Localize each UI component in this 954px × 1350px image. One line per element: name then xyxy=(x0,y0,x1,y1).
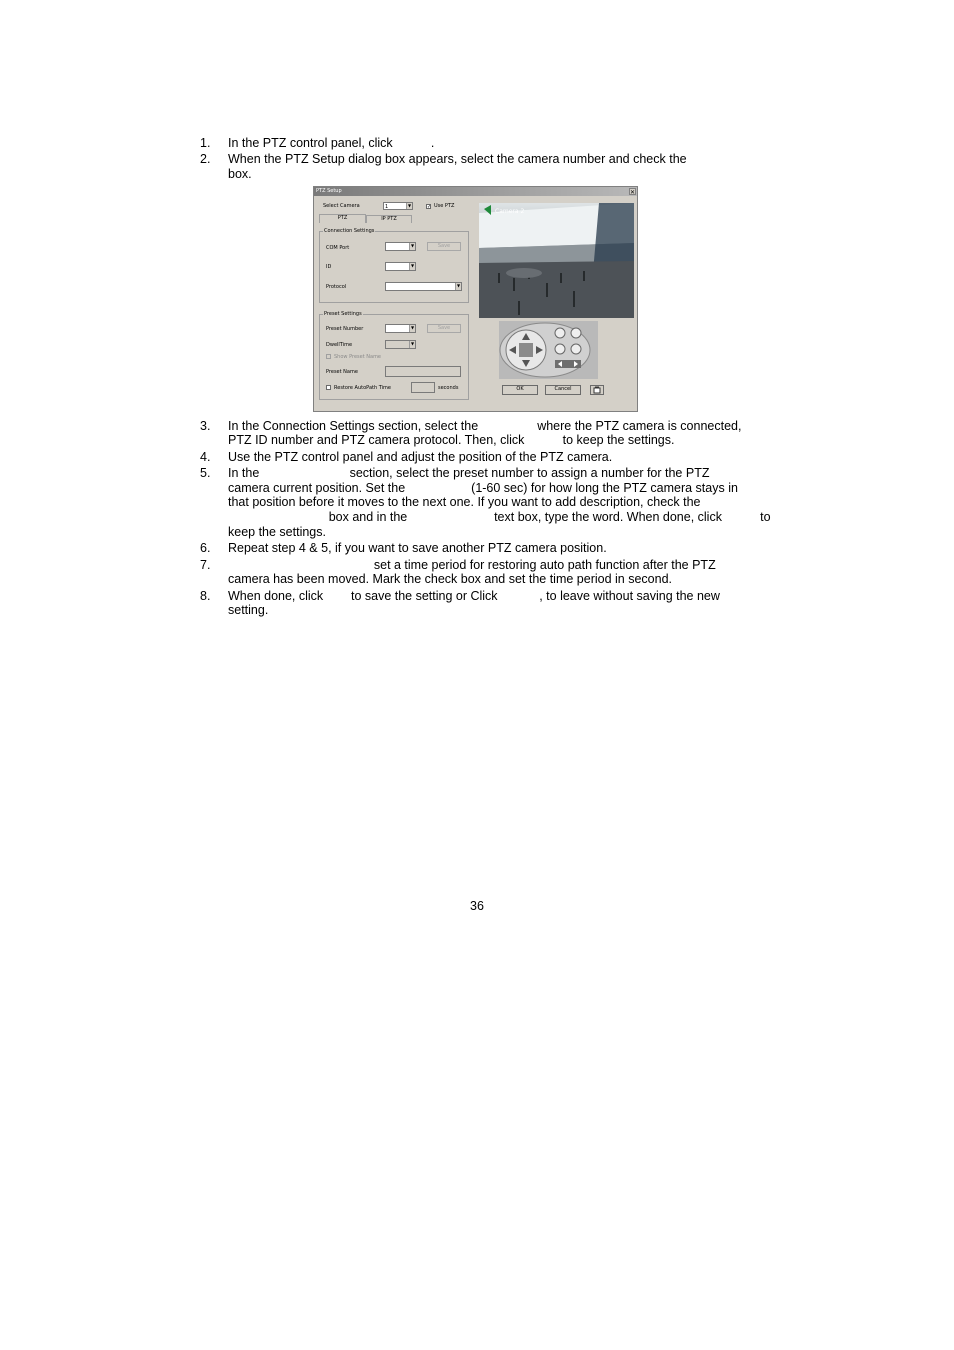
connection-settings-title: Connection Settings xyxy=(324,228,375,234)
tab-ptz[interactable] xyxy=(319,214,366,223)
step-text-line: In the Connection Settings section, select the where the PTZ camera is connected, xyxy=(228,419,742,433)
ptz-setup-dialog xyxy=(313,186,638,412)
connection-settings-group xyxy=(319,228,469,303)
step-text-line: box and in the text box, type the word. When done, click to xyxy=(228,510,771,524)
protocol-label: Protocol xyxy=(326,284,347,290)
close-icon[interactable]: ✕ xyxy=(630,189,636,196)
com-port-dropdown[interactable] xyxy=(385,242,416,251)
cancel-button[interactable] xyxy=(545,385,581,395)
ok-label: OK xyxy=(516,386,524,392)
step-text-line: camera has been moved. Mark the check box and set the time period in second. xyxy=(228,572,672,586)
com-port-label: COM Port xyxy=(326,245,350,251)
step-number: 6. xyxy=(200,541,211,555)
step-text-line: set a time period for restoring auto path function after the PTZ xyxy=(228,558,716,572)
show-preset-name-label: Show Preset Name xyxy=(334,354,382,360)
tab-ip-ptz[interactable] xyxy=(366,215,412,223)
use-ptz-label: Use PTZ xyxy=(434,203,455,209)
step-text-line: PTZ ID number and PTZ camera protocol. Then, click to keep the settings. xyxy=(228,433,675,447)
preset-name-label: Preset Name xyxy=(326,369,358,375)
cancel-label: Cancel xyxy=(554,386,572,392)
restore-autopath-checkbox[interactable] xyxy=(326,385,331,390)
step-text-line: In the PTZ control panel, click . xyxy=(228,136,435,150)
step-number: 7. xyxy=(200,558,211,572)
step-number: 2. xyxy=(200,152,211,166)
step-number: 4. xyxy=(200,450,211,464)
step-text-line: When the PTZ Setup dialog box appears, select the camera number and check the xyxy=(228,152,687,166)
preset-settings-group xyxy=(319,311,469,400)
id-dropdown[interactable] xyxy=(385,262,416,271)
dropdown-arrow-icon: ▼ xyxy=(410,263,415,268)
restore-autopath-seconds-field[interactable] xyxy=(411,382,435,393)
seconds-label: seconds xyxy=(438,385,459,391)
help-button[interactable] xyxy=(590,385,604,395)
save-preset-label: Save xyxy=(437,325,451,331)
select-camera-value: 1 xyxy=(385,204,389,210)
dropdown-arrow-icon: ▼ xyxy=(410,325,415,330)
dwell-time-dropdown[interactable] xyxy=(385,340,416,349)
camera-preview xyxy=(479,203,634,318)
show-preset-name-checkbox[interactable] xyxy=(326,354,331,359)
preset-name-field[interactable] xyxy=(385,366,461,377)
step-number: 8. xyxy=(200,589,211,603)
camera-label: Camera 2 xyxy=(495,208,525,215)
dropdown-arrow-icon: ▼ xyxy=(456,283,461,288)
select-camera-label: Select Camera xyxy=(323,203,360,209)
step-text-line: When done, click to save the setting or Click , to leave without saving the new xyxy=(228,589,720,603)
step-text-line: Use the PTZ control panel and adjust the position of the PTZ camera. xyxy=(228,450,613,464)
dropdown-arrow-icon: ▼ xyxy=(410,243,415,248)
ptz-control-panel xyxy=(499,321,598,379)
preset-number-label: Preset Number xyxy=(326,326,364,332)
tab-ptz-label: PTZ xyxy=(337,215,348,221)
step-number: 5. xyxy=(200,466,211,480)
dwell-time-label: DwellTime xyxy=(326,342,353,348)
tab-ip-ptz-label: IP PTZ xyxy=(381,216,397,222)
step-number: 3. xyxy=(200,419,211,433)
save-connection-button[interactable] xyxy=(427,242,461,251)
select-camera-dropdown[interactable] xyxy=(383,202,413,210)
help-icon xyxy=(591,386,603,394)
ok-button[interactable] xyxy=(502,385,538,395)
step-text-line: In the section, select the preset number to assign a number for the PTZ xyxy=(228,466,710,480)
dropdown-arrow-icon: ▼ xyxy=(410,341,415,346)
save-connection-label: Save xyxy=(437,243,451,249)
airport-camera-image xyxy=(479,203,634,318)
page-number: 36 xyxy=(470,899,484,913)
preset-settings-title: Preset Settings xyxy=(324,311,362,317)
step-text-line: setting. xyxy=(228,603,269,617)
dialog-titlebar xyxy=(314,187,637,196)
step-text-line: camera current position. Set the (1-60 sec) for how long the PTZ camera stays in xyxy=(228,481,738,495)
step-text-line: that position before it moves to the next one. If you want to add description, check the xyxy=(228,495,701,509)
ptz-direction-pad[interactable] xyxy=(499,321,598,379)
protocol-dropdown[interactable] xyxy=(385,282,462,291)
step-text-line: Repeat step 4 & 5, if you want to save another PTZ camera position. xyxy=(228,541,607,555)
step-number: 1. xyxy=(200,136,211,150)
id-label: ID xyxy=(326,264,332,270)
preset-number-dropdown[interactable] xyxy=(385,324,416,333)
step-text-line: keep the settings. xyxy=(228,525,326,539)
step-text-line: box. xyxy=(228,167,252,181)
restore-autopath-label: Restore AutoPath Time xyxy=(334,385,391,391)
use-ptz-checkbox[interactable]: ✓ xyxy=(427,204,432,210)
dropdown-arrow-icon: ▼ xyxy=(407,203,412,208)
dialog-title: PTZ Setup xyxy=(316,188,342,194)
save-preset-button[interactable] xyxy=(427,324,461,333)
